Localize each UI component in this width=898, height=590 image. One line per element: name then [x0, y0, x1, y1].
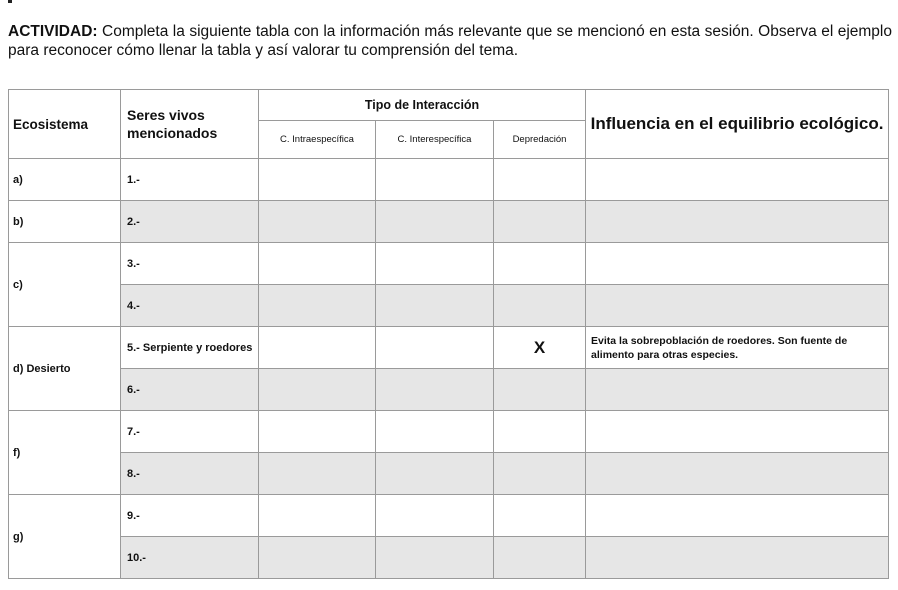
intra-cell [259, 495, 376, 537]
inter-cell [376, 369, 494, 411]
table-row [9, 327, 889, 369]
depred-cell: X [494, 327, 586, 369]
ecosystem-cell: a) [9, 159, 121, 201]
top-mark [8, 0, 12, 3]
organism-cell: 1.- [121, 159, 259, 201]
table-row [9, 411, 889, 453]
intra-cell [259, 537, 376, 579]
table-row [9, 243, 889, 285]
depred-cell [494, 537, 586, 579]
depred-cell [494, 243, 586, 285]
ecosystem-cell: d) Desierto [9, 327, 121, 411]
influence-cell [586, 369, 889, 411]
intra-cell [259, 411, 376, 453]
inter-cell [376, 495, 494, 537]
inter-cell [376, 537, 494, 579]
inter-cell [376, 453, 494, 495]
influence-cell [586, 243, 889, 285]
intra-cell [259, 201, 376, 243]
header-depredacion: Depredación [494, 121, 586, 159]
header-tipo-interaccion: Tipo de Interacción [259, 90, 586, 121]
intra-cell [259, 453, 376, 495]
activity-text: Completa la siguiente tabla con la información más relevante que se mencionó en esta sesión. Observa el ejemplo para reconocer cómo llenar la tabla y así valorar tu comprensión del tema. [8, 23, 892, 59]
activity-instructions [8, 22, 892, 60]
inter-cell [376, 243, 494, 285]
depred-cell [494, 159, 586, 201]
table-row [9, 285, 889, 327]
ecosystem-cell: b) [9, 201, 121, 243]
table-row [9, 453, 889, 495]
influence-cell [586, 495, 889, 537]
influence-cell [586, 285, 889, 327]
organism-cell: 8.- [121, 453, 259, 495]
activity-label: ACTIVIDAD: [8, 23, 98, 40]
organism-cell: 7.- [121, 411, 259, 453]
organism-cell: 6.- [121, 369, 259, 411]
header-interespecifica: C. Interespecífica [376, 121, 494, 159]
organism-cell: 4.- [121, 285, 259, 327]
organism-cell: 10.- [121, 537, 259, 579]
depred-cell [494, 285, 586, 327]
influence-cell [586, 411, 889, 453]
depred-cell [494, 201, 586, 243]
header-seres-vivos: Seres vivos mencionados [121, 90, 259, 159]
organism-cell: 2.- [121, 201, 259, 243]
influence-cell [586, 537, 889, 579]
influence-cell [586, 201, 889, 243]
inter-cell [376, 411, 494, 453]
header-influencia: Influencia en el equilibrio ecológico. [586, 90, 889, 159]
intra-cell [259, 369, 376, 411]
depred-cell [494, 495, 586, 537]
table-row [9, 537, 889, 579]
table-row [9, 159, 889, 201]
organism-cell: 3.- [121, 243, 259, 285]
inter-cell [376, 285, 494, 327]
influence-cell [586, 159, 889, 201]
ecosystem-cell: f) [9, 411, 121, 495]
inter-cell [376, 159, 494, 201]
header-intraespecifica: C. Intraespecífica [259, 121, 376, 159]
ecosystem-cell: c) [9, 243, 121, 327]
activity-table [8, 89, 889, 579]
organism-cell: 5.- Serpiente y roedores [121, 327, 259, 369]
inter-cell [376, 327, 494, 369]
table-row [9, 201, 889, 243]
intra-cell [259, 285, 376, 327]
depred-cell [494, 369, 586, 411]
depred-cell [494, 411, 586, 453]
intra-cell [259, 159, 376, 201]
table-row [9, 369, 889, 411]
ecosystem-cell: g) [9, 495, 121, 579]
table-row [9, 495, 889, 537]
organism-cell: 9.- [121, 495, 259, 537]
depred-cell [494, 453, 586, 495]
header-ecosistema: Ecosistema [9, 90, 121, 159]
influence-cell [586, 453, 889, 495]
intra-cell [259, 243, 376, 285]
influence-cell: Evita la sobrepoblación de roedores. Son fuente de alimento para otras especies. [586, 327, 889, 369]
intra-cell [259, 327, 376, 369]
inter-cell [376, 201, 494, 243]
